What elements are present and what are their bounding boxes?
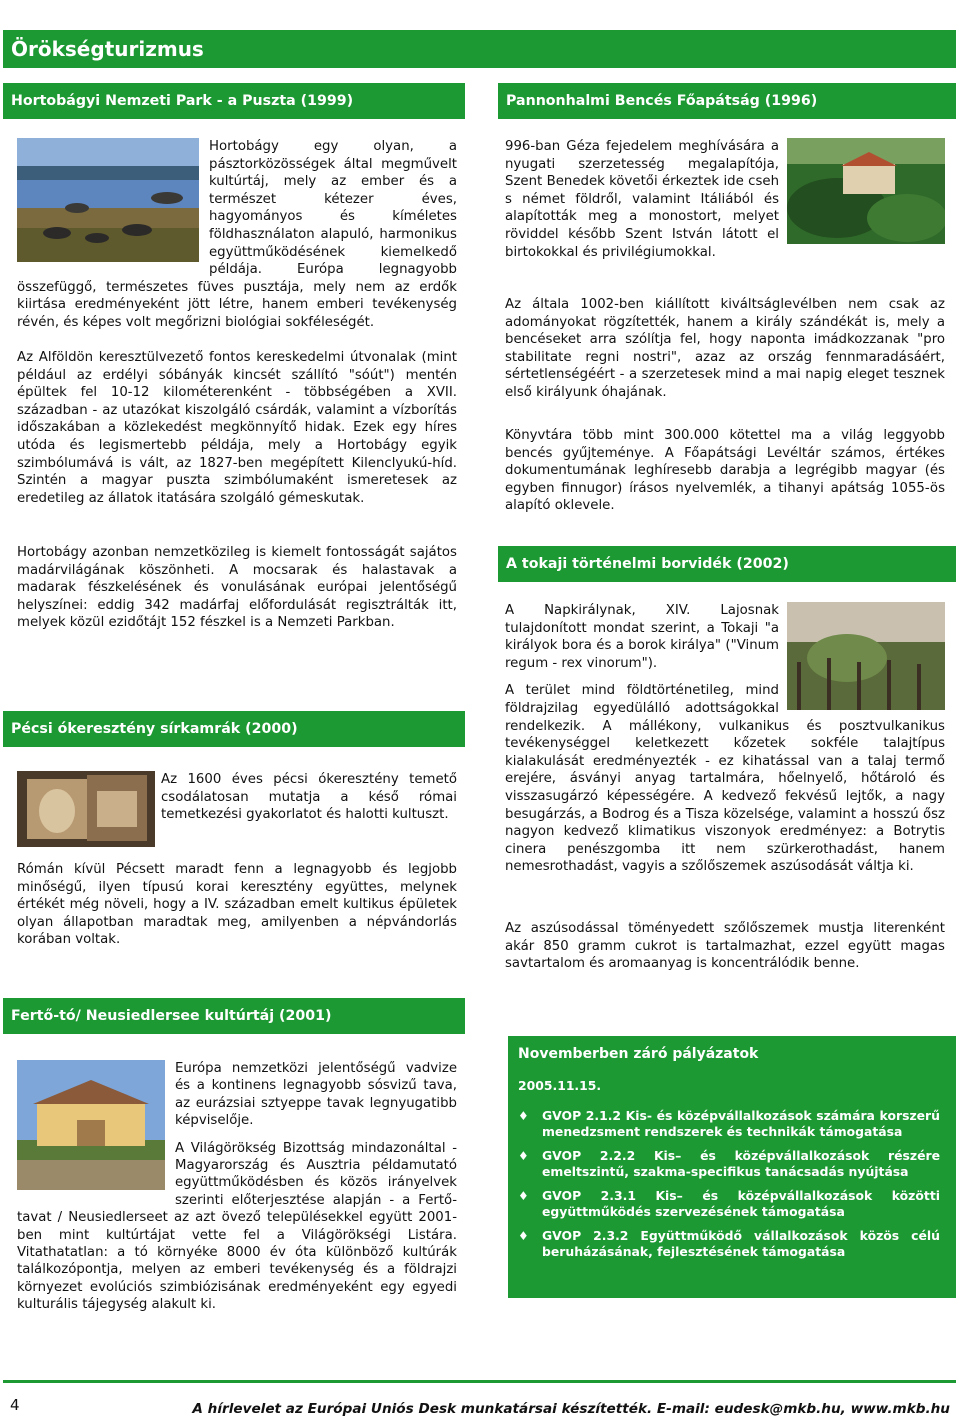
ferto-paragraph-2: A Világörökség Bizottság mindazonáltal - Magyarország és Ausztria példamutató együttműködésben és közös irányelvek szerinti előterjesztése alapján - a Fertő-tavat / Neusiedlerseet az azt övező településekkel együtt 2001-ben mint kultúrtájat vette fel a Világörökségi Listára. Vitathatatlan: a tó környéke 8000 év óta különböző kultúrák találkozópontja, melyen az emberi tevékenység és a földrajzi környezet evolúciós szimbiózisának eredményeként egy egyedi kulturális tájegység alakult ki. — [17, 1140, 457, 1313]
section-heading-tokaj — [498, 546, 956, 582]
diamond-bullet-icon: ♦ — [518, 1229, 529, 1243]
section-heading-text: Pannonhalmi Bencés Főapátság (1996) — [506, 93, 818, 109]
list-item: ♦ GVOP 2.1.2 Kis- és középvállalkozások számára korszerű menedzsment rendszerek és technikák támogatása — [518, 1108, 940, 1139]
pecs-paragraph-2: Rómán kívül Pécsett maradt fenn a legnagyobb és legjobb minőségű, ilyen típusú korai keresztény együttes, melynek értékét még növeli, hogy a IV. században emelt kultikus épületek olyan állapotban maradtak meg, amilyenben a népvándorlás korában voltak. — [17, 862, 457, 948]
pannonhalma-paragraph-3: Könyvtára több mint 300.000 kötettel ma a világ leggyobb bencés gyűjteménye. A Főapátsági Levéltár számos, értékes dokumentumának leghíresebb darabja a legrégibb magyar (és egyben finnugor) írásos nyelvemlék, a tihanyi apátság 1055-ös alapító oklevele. — [505, 428, 945, 514]
page-title: Örökségturizmus — [11, 37, 204, 61]
section-heading-text: Fertő-tó/ Neusiedlersee kultúrtáj (2001) — [11, 1008, 332, 1024]
tenders-box — [508, 1036, 956, 1298]
tokaj-paragraph-3: Az aszúsodással töményedett szőlőszemek mustja literenként akár 850 gramm cukrot is tartalmazhat, ezzel együtt magas savtartalom és aromaanyag is koncentrálódik benne. — [505, 921, 945, 972]
page-number: 4 — [10, 1396, 20, 1414]
tokaj-paragraph-1: A Napkirálynak, XIV. Lajosnak tulajdonított mondat szerint, a Tokaji "a királyok bora és a borok királya" ("Vinum regum - rex vinorum"). — [505, 603, 779, 671]
section-heading-hortobagy — [3, 83, 465, 119]
tokaj-vineyard-photo — [787, 602, 945, 710]
tokaj-paragraph-2: A terület mind földtörténetileg, mind földrajzilag egyedülálló adottságokkal rendelkezik. A mállékony, vulkanikus és posztvulkanikus tevékenységgel keletkezett kőzetek sokféle talajtípus kialakulását eredményezték - ez kihatással van a talaj termő erejére, ásványi anyag tartalmára, hőelnyelő, hőtároló és visszasugárzó képességére. A kedvező fekvésű lejtők, a nagy besugárzás, a Bodrog és a Tisza közelsége, valamint a hosszú ősz nagyon kedvező klimatikus viszonyok eredményez: a Botrytis cinera penészgomba itt nem szürkerothadást, hanem nemesrothadást, vagyis a szőlőszemek aszúsodását váltja ki. — [505, 683, 945, 875]
section-heading-text: A tokaji történelmi borvidék (2002) — [506, 556, 789, 572]
ferto-text-block — [17, 1060, 457, 1314]
pannonhalma-abbey-photo — [787, 138, 945, 244]
list-item: ♦ GVOP 2.3.1 Kis– és középvállalkozások közötti együttműködés szervezésének támogatása — [518, 1188, 940, 1219]
pecs-tomb-photo — [17, 771, 155, 847]
pannonhalma-paragraph-1: 996-ban Géza fejedelem meghívására a nyugati szerzetesség megalapítója, Szent Benedek követői érkeztek ide cseh s német földről, valamint Itáliából és alapították meg a monostort, melyet röviddel később Szent István látott el birtokokkal és privilégiumokkal. — [505, 139, 779, 260]
diamond-bullet-icon: ♦ — [518, 1109, 529, 1123]
hortobagy-paragraph-2: Az Alföldön keresztülvezető fontos kereskedelmi útvonalak (mint például az erdélyi sóbányák kincsét szállító "sóút") mentén épültek fel 10-12 kilométerenként - többségében a XVII. században - az utazókat kiszolgáló csárdák, valamint a vízborítás időszakában a közlekedést megkönnyítő hidak. Ezek egy híres utóda és legismertebb példája, mely a Hortobágy egyik szimbólumává is vált, az 1827-ben megépített Kilenclyukú-híd. Szintén a magyar puszta szimbólumaként ismeretesek az eredetileg az állatok itatására szolgáló gémeskutak. — [17, 350, 457, 506]
pecs-paragraph-1: Az 1600 éves pécsi ókeresztény temető csodálatosan mutatja a késő római temetkezési gyakorlatot és halotti kultuszt. — [161, 772, 457, 823]
section-heading-pannonhalma — [498, 83, 956, 119]
section-heading-pecs — [3, 711, 465, 747]
section-heading-ferto — [3, 998, 465, 1034]
tenders-title: Novemberben záró pályázatok — [518, 1046, 759, 1062]
hortobagy-photo — [17, 138, 199, 262]
list-item: ♦ GVOP 2.2.2 Kis– és középvállalkozások részére emeltszintű, szakma-specifikus tanácsadás nyújtása — [518, 1148, 940, 1179]
hortobagy-paragraph-1: Hortobágy egy olyan, a pásztorközösségek által megművelt kultúrtáj, mely az ember és a természet kétezer éves, hagyományos és kíméletes földhasználaton alapuló, harmonikus együttműködésének kiemelkedő példája. Európa legnagyobb összefüggő, természetes füves pusztája, mely nem az erdők kiirtása eredményeként jött létre, hanem emberi tevékenység révén, és képes volt megőrizni biológiai sokféleségét. — [17, 139, 457, 330]
page-header — [3, 30, 956, 68]
ferto-paragraph-1: Európa nemzetközi jelentőségű vadvize és a kontinens legnagyobb sósvizű tava, az eurázsiai sztyeppe tavak legnyugatibb képviselője. — [175, 1061, 457, 1129]
section-heading-text: Hortobágyi Nemzeti Park - a Puszta (1999) — [11, 93, 354, 109]
tenders-date: 2005.11.15. — [518, 1078, 602, 1093]
pannonhalma-paragraph-2: Az általa 1002-ben kiállított kiváltságlevélben nem csak az adományokat rögzítették, hanem a király szándékát is, mely a bencéseket arra szólítja fel, hogy naponta imádkozzanak "pro stabilitate regni nostri", azaz az ország fennmaradásáért, sértetlenségéért - a szerzetesek mind a mai napig eleget tesznek első királyunk óhajának. — [505, 297, 945, 400]
pecs-text-block — [17, 771, 457, 851]
diamond-bullet-icon: ♦ — [518, 1149, 529, 1163]
section-heading-text: Pécsi ókeresztény sírkamrák (2000) — [11, 721, 298, 737]
list-item: ♦ GVOP 2.3.2 Együttműködő vállalkozások közös célú beruházásának, fejlesztésének támogatása — [518, 1228, 940, 1259]
pannonhalma-text-block — [505, 138, 945, 261]
hortobagy-text-block — [17, 138, 457, 332]
footer-credit: A hírlevelet az Európai Uniós Desk munkatársai készítették. E-mail: eudesk@mkb.hu, www.mkb.hu — [192, 1401, 950, 1417]
hortobagy-paragraph-3: Hortobágy azonban nemzetközileg is kiemelt fontosságát sajátos madárvilágának köszönheti. A mocsarak és halastavak a madarak fészkelésének és vonulásának európai jelentőségű helyszínei: eddig 342 madárfaj előfordulását regisztrálták itt, melyek közül ezidőtájt 152 fészkel is a Nemzeti Parkban. — [17, 545, 457, 631]
footer-divider — [3, 1380, 956, 1383]
tenders-list — [518, 1108, 940, 1268]
tokaj-text-block — [505, 602, 945, 876]
diamond-bullet-icon: ♦ — [518, 1189, 529, 1203]
ferto-palace-photo — [17, 1060, 165, 1190]
